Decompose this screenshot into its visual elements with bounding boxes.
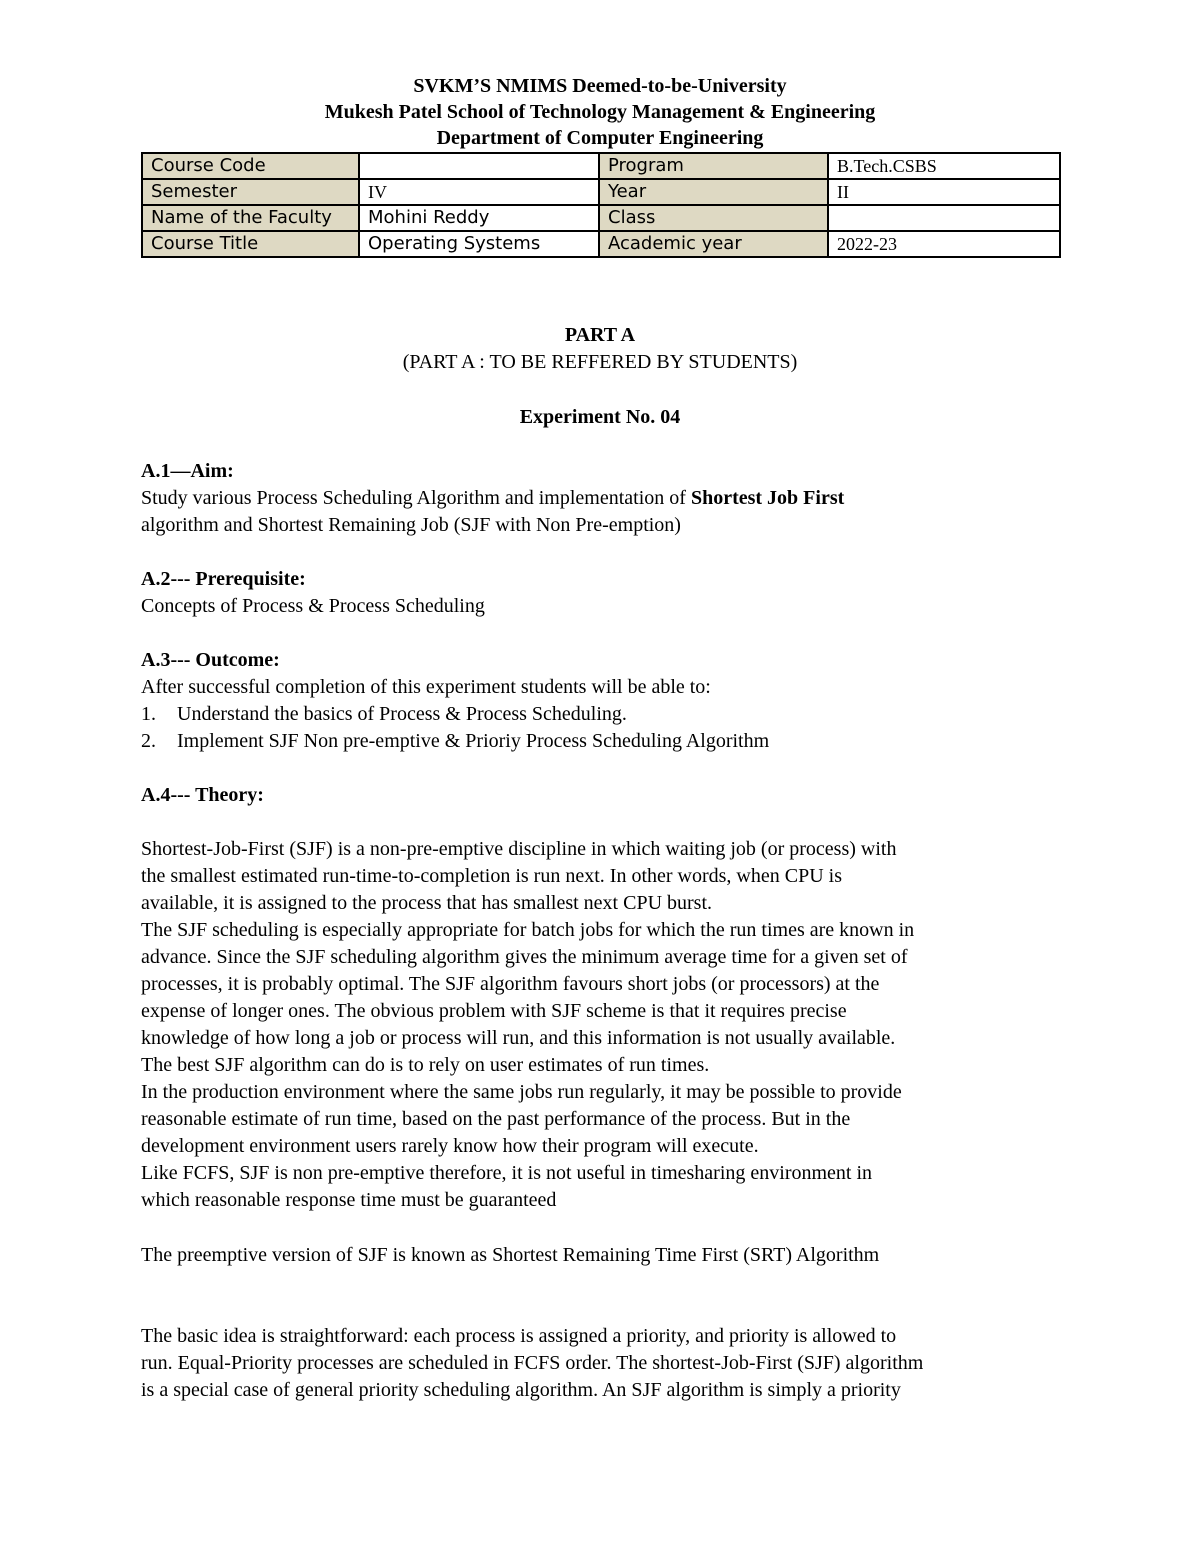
semester-label: Semester xyxy=(142,179,359,205)
priority-paragraph xyxy=(141,1323,1061,1404)
semester-value: IV xyxy=(359,179,599,205)
prerequisite-heading: A.2--- Prerequisite: xyxy=(141,568,306,590)
course-title-value: Operating Systems xyxy=(359,231,599,257)
list-item xyxy=(141,701,1061,728)
srt-line: The preemptive version of SJF is known as Shortest Remaining Time First (SRT) Algorithm xyxy=(141,1244,880,1266)
course-code-value xyxy=(359,153,599,179)
srt-paragraph xyxy=(141,1242,1061,1269)
theory-heading: A.4--- Theory: xyxy=(141,784,264,806)
theory-line: processes, it is probably optimal. The SJF algorithm favours short jobs (or processors) at the xyxy=(141,973,880,995)
priority-line: is a special case of general priority scheduling algorithm. An SJF algorithm is simply a priority xyxy=(141,1379,901,1401)
list-item-number: 2. xyxy=(141,730,156,752)
program-value: B.Tech.CSBS xyxy=(828,153,1060,179)
table-row xyxy=(142,231,1060,257)
table-row xyxy=(142,205,1060,231)
class-value xyxy=(828,205,1060,231)
table-row xyxy=(142,179,1060,205)
course-code-label: Course Code xyxy=(142,153,359,179)
table-row xyxy=(142,153,1060,179)
list-item-text: Understand the basics of Process & Process Scheduling. xyxy=(177,703,627,725)
faculty-label: Name of the Faculty xyxy=(142,205,359,231)
theory-line: which reasonable response time must be guaranteed xyxy=(141,1189,557,1211)
aim-text-before: Study various Process Scheduling Algorithm and implementation of xyxy=(141,487,691,509)
list-item xyxy=(141,728,1061,755)
theory-line: knowledge of how long a job or process will run, and this information is not usually available. xyxy=(141,1027,896,1049)
theory-line: reasonable estimate of run time, based on the past performance of the process. But in the xyxy=(141,1108,851,1130)
theory-line: The best SJF algorithm can do is to rely on user estimates of run times. xyxy=(141,1054,710,1076)
theory-line: available, it is assigned to the process that has smallest next CPU burst. xyxy=(141,892,713,914)
theory-line: Like FCFS, SJF is non pre-emptive therefore, it is not useful in timesharing environment in xyxy=(141,1162,873,1184)
outcome-section xyxy=(141,647,1061,755)
aim-text-line xyxy=(141,485,1061,512)
theory-line: expense of longer ones. The obvious problem with SJF scheme is that it requires precise xyxy=(141,1000,847,1022)
year-value: II xyxy=(828,179,1060,205)
university-name: SVKM’S NMIMS Deemed-to-be-University xyxy=(413,75,787,97)
priority-line: run. Equal-Priority processes are scheduled in FCFS order. The shortest-Job-First (SJF) algorithm xyxy=(141,1352,924,1374)
aim-text-after: algorithm and Shortest Remaining Job (SJF with Non Pre-emption) xyxy=(141,514,681,536)
theory-line: In the production environment where the same jobs run regularly, it may be possible to provide xyxy=(141,1081,902,1103)
theory-line: The SJF scheduling is especially appropriate for batch jobs for which the run times are known in xyxy=(141,919,915,941)
department-name: Department of Computer Engineering xyxy=(436,127,764,149)
aim-text-bold: Shortest Job First xyxy=(690,487,845,509)
prerequisite-text: Concepts of Process & Process Scheduling xyxy=(141,595,485,617)
outcome-intro: After successful completion of this experiment students will be able to: xyxy=(141,676,711,698)
theory-line: the smallest estimated run-time-to-completion is run next. In other words, when CPU is xyxy=(141,865,842,887)
school-name: Mukesh Patel School of Technology Management & Engineering xyxy=(324,101,876,123)
theory-line: advance. Since the SJF scheduling algorithm gives the minimum average time for a given set of xyxy=(141,946,908,968)
theory-body xyxy=(141,836,1061,1214)
list-item-number: 1. xyxy=(141,703,156,725)
list-item-text: Implement SJF Non pre-emptive & Prioriy Process Scheduling Algorithm xyxy=(177,730,770,752)
part-title: PART A xyxy=(564,324,636,346)
year-label: Year xyxy=(599,179,828,205)
prerequisite-section xyxy=(141,566,1061,620)
class-label: Class xyxy=(599,205,828,231)
course-info-table xyxy=(141,152,1061,258)
academic-year-value: 2022-23 xyxy=(828,231,1060,257)
aim-heading: A.1—Aim: xyxy=(141,460,234,482)
theory-line: development environment users rarely know how their program will execute. xyxy=(141,1135,759,1157)
outcome-heading: A.3--- Outcome: xyxy=(141,649,280,671)
theory-heading-block xyxy=(141,782,1061,809)
program-label: Program xyxy=(599,153,828,179)
course-title-label: Course Title xyxy=(142,231,359,257)
priority-line: The basic idea is straightforward: each process is assigned a priority, and priority is allowed to xyxy=(141,1325,897,1347)
faculty-value: Mohini Reddy xyxy=(359,205,599,231)
part-subtitle: (PART A : TO BE REFFERED BY STUDENTS) xyxy=(402,351,798,373)
academic-year-label: Academic year xyxy=(599,231,828,257)
experiment-number: Experiment No. 04 xyxy=(519,406,681,428)
theory-line: Shortest-Job-First (SJF) is a non-pre-emptive discipline in which waiting job (or process) with xyxy=(141,838,897,860)
aim-section xyxy=(141,458,1061,539)
